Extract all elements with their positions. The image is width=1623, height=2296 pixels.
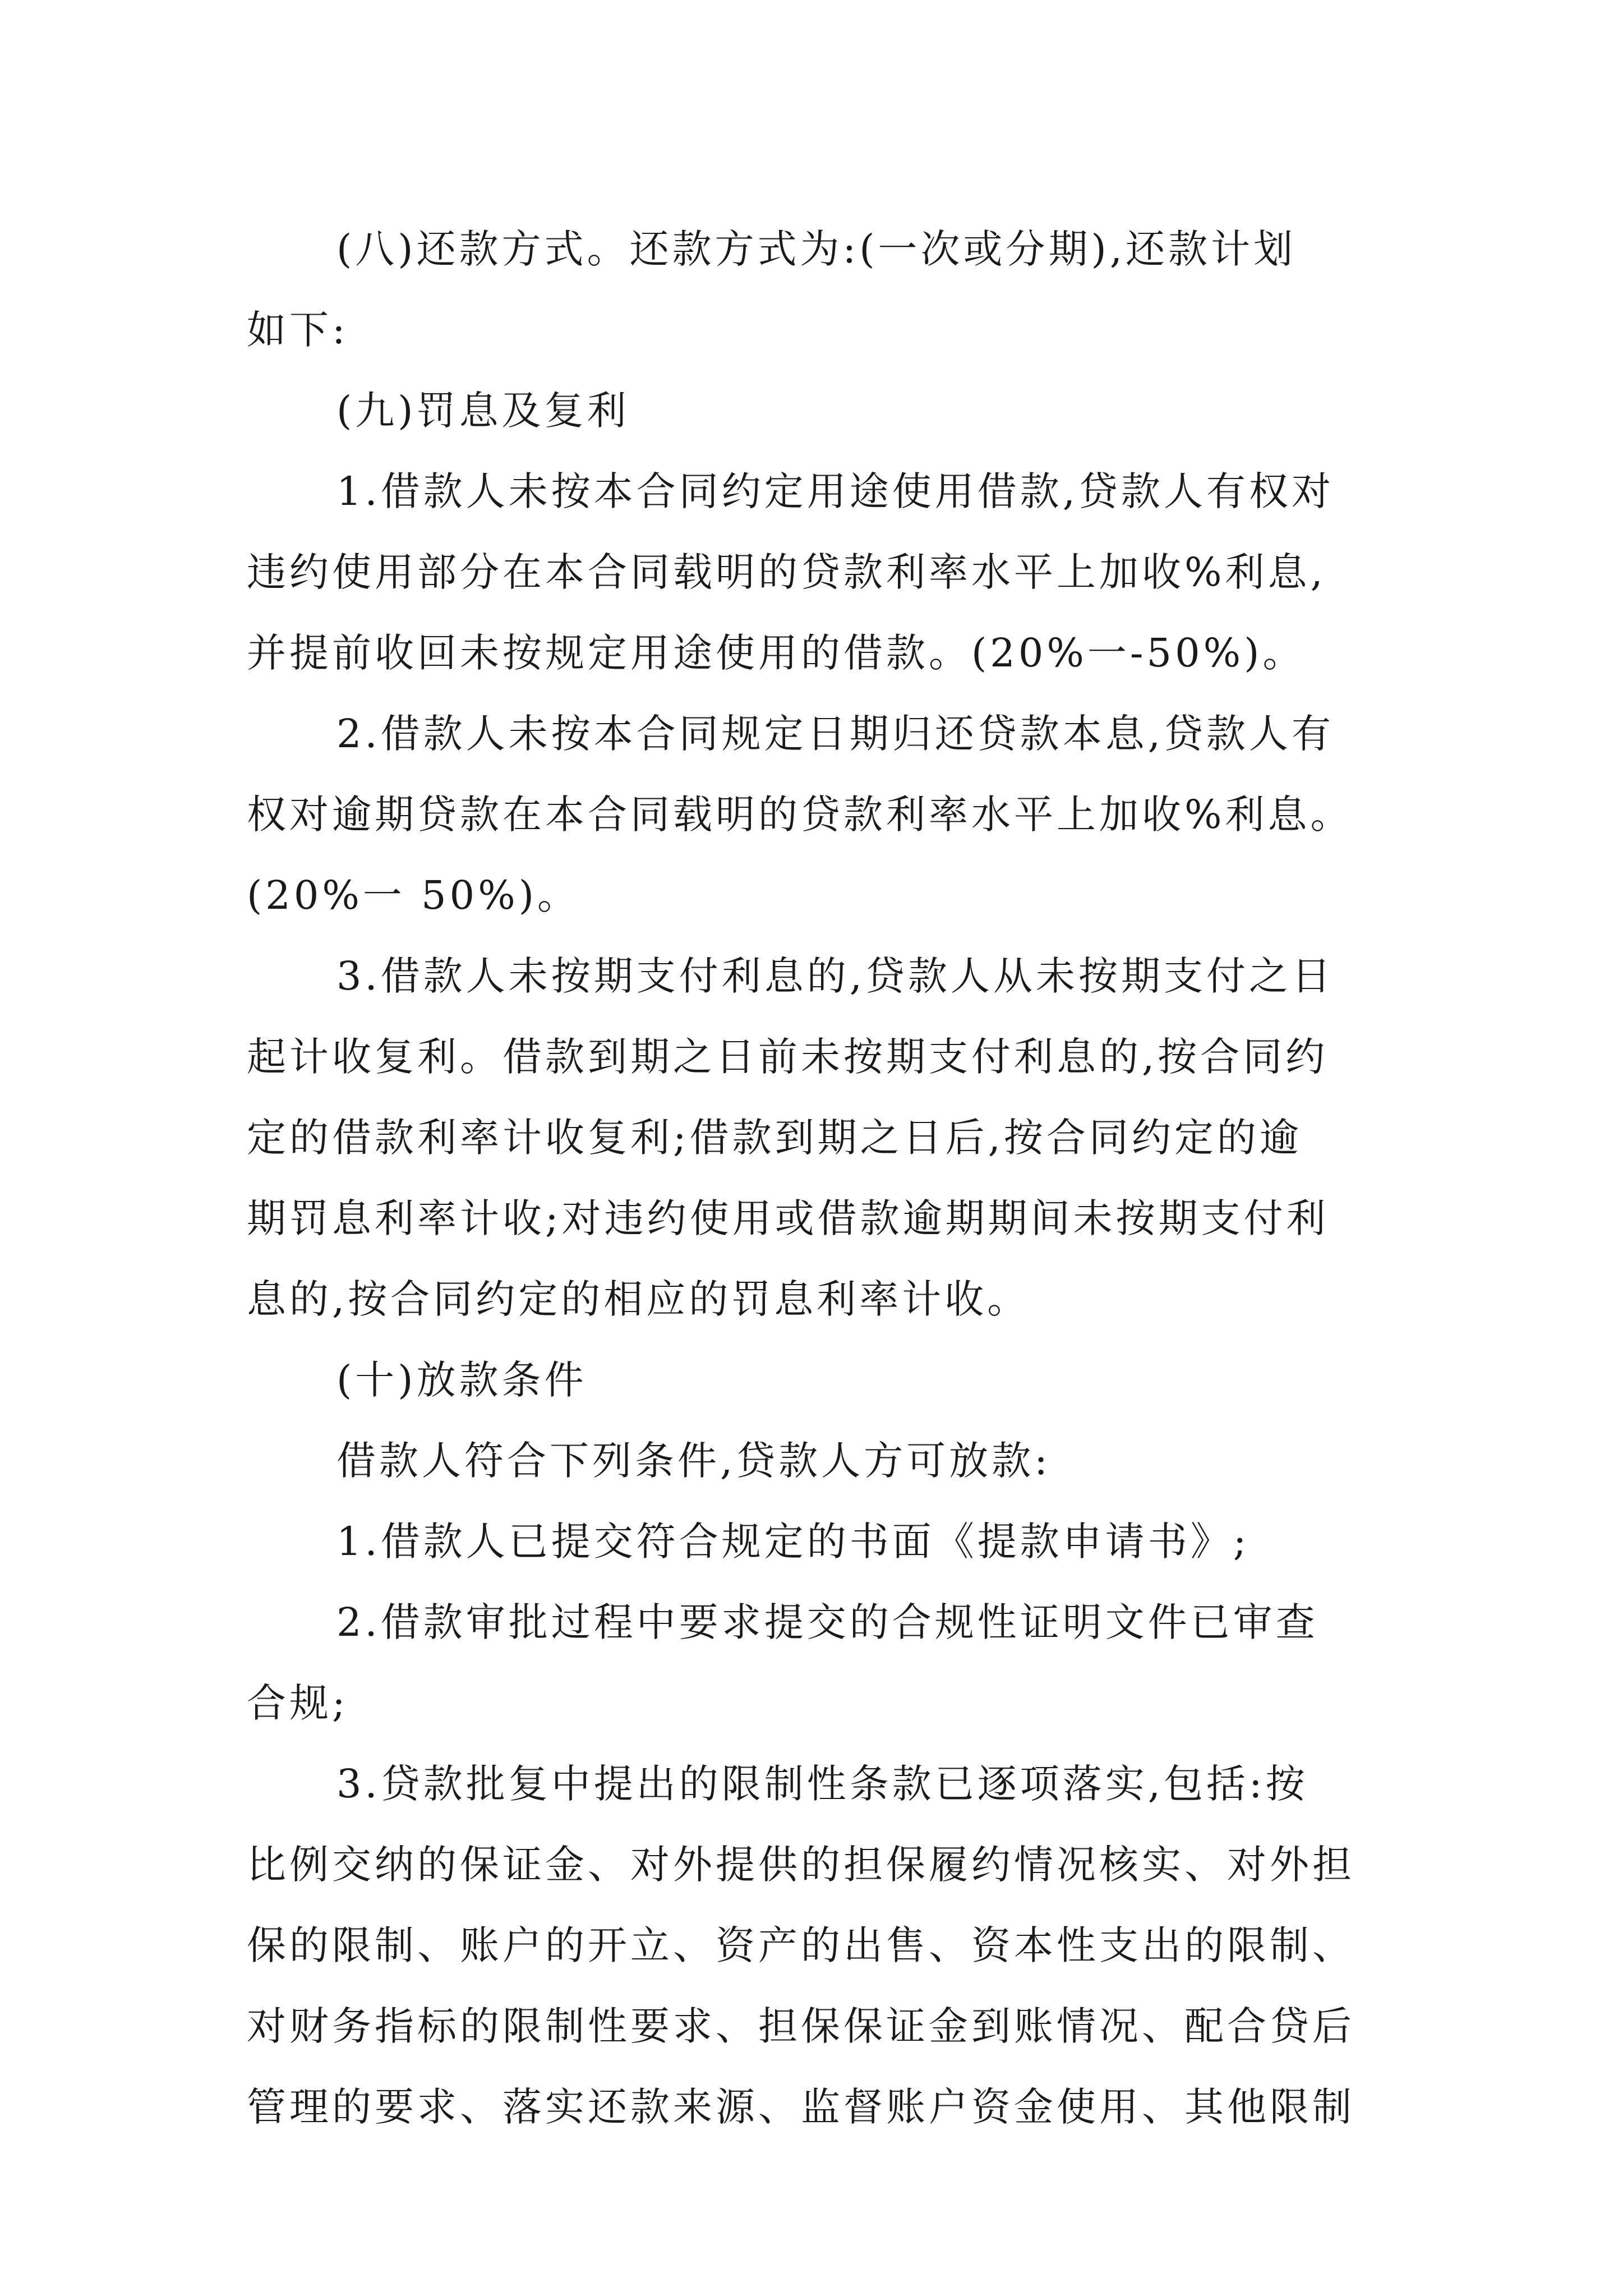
paragraph-line: (20%一 50%)。 [247, 872, 580, 918]
paragraph-line: 管理的要求、落实还款来源、监督账户资金使用、其他限制 [247, 2084, 1355, 2130]
paragraph-line: 对财务指标的限制性要求、担保保证金到账情况、配合贷后 [247, 2003, 1355, 2049]
paragraph-line: 并提前收回未按规定用途使用的借款。(20%一-50%)。 [247, 630, 1306, 676]
paragraph-line: 3.借款人未按期支付利息的,贷款人从未按期支付之日 [336, 953, 1335, 999]
paragraph-line: 息的,按合同约定的相应的罚息利率计收。 [247, 1276, 1030, 1322]
paragraph-line: 1.借款人未按本合同约定用途使用借款,贷款人有权对 [336, 468, 1335, 514]
section-heading: (九)罚息及复利 [336, 388, 630, 434]
paragraph-line: 违约使用部分在本合同载明的贷款利率水平上加收%利息, [247, 549, 1326, 595]
paragraph-line: 起计收复利。借款到期之日前未按期支付利息的,按合同约 [247, 1034, 1329, 1080]
paragraph-line: 比例交纳的保证金、对外提供的担保履约情况核实、对外担 [247, 1842, 1355, 1888]
paragraph-line: 2.借款审批过程中要求提交的合规性证明文件已审查 [336, 1599, 1318, 1645]
paragraph-line: (八)还款方式。还款方式为:(一次或分期),还款计划 [336, 226, 1297, 272]
paragraph-line: 借款人符合下列条件,贷款人方可放款: [336, 1438, 1051, 1484]
paragraph-line: 合规; [247, 1680, 349, 1726]
paragraph-line: 权对逾期贷款在本合同载明的贷款利率水平上加收%利息。 [247, 792, 1353, 838]
paragraph-line: 保的限制、账户的开立、资产的出售、资本性支出的限制、 [247, 1922, 1355, 1968]
paragraph-line: 期罚息利率计收;对违约使用或借款逾期期间未按期支付利 [247, 1195, 1329, 1241]
paragraph-line: 3.贷款批复中提出的限制性条款已逐项落实,包括:按 [336, 1761, 1308, 1807]
paragraph-line: 定的借款利率计收复利;借款到期之日后,按合同约定的逾 [247, 1115, 1302, 1161]
paragraph-line: 2.借款人未按本合同规定日期归还贷款本息,贷款人有 [336, 711, 1335, 757]
section-heading: (十)放款条件 [336, 1357, 587, 1403]
paragraph-line: 如下: [247, 307, 349, 353]
paragraph-line: 1.借款人已提交符合规定的书面《提款申请书》; [336, 1519, 1250, 1565]
document-body [247, 209, 1385, 2147]
